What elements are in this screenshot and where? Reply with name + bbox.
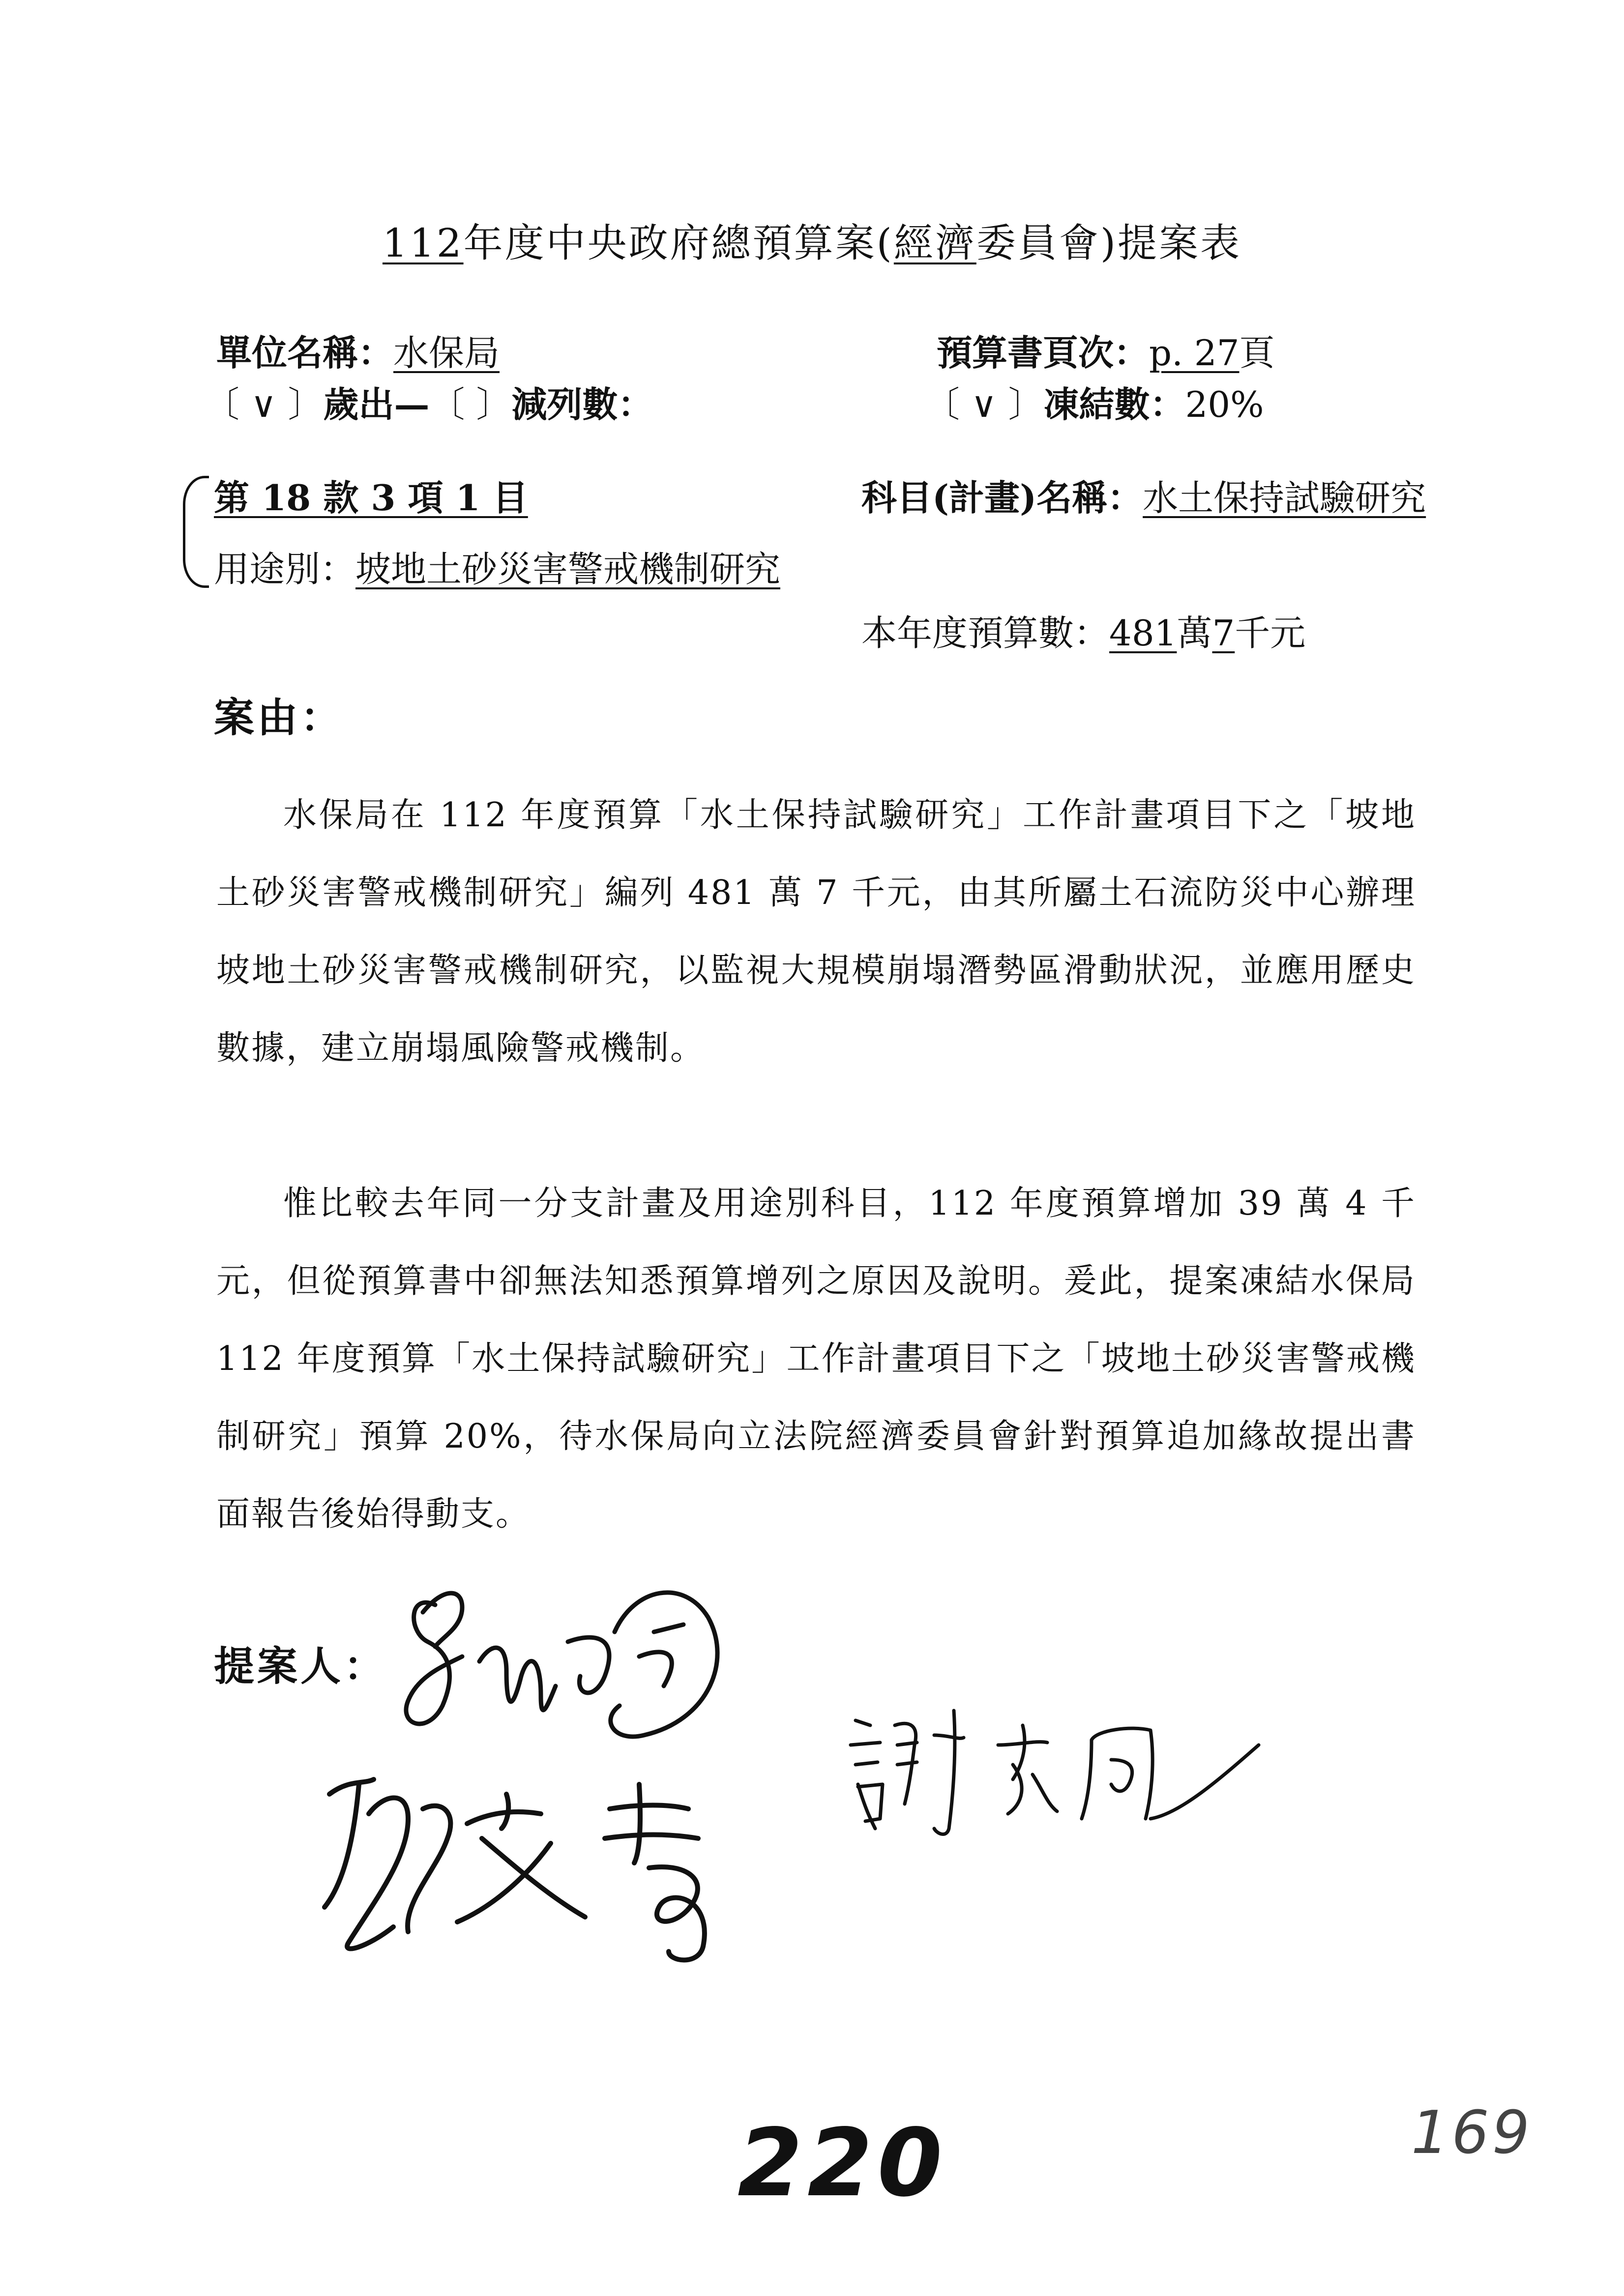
title-text-after: 委員會)提案表 <box>976 220 1242 266</box>
budget-page-value: p. 27 <box>1149 332 1240 374</box>
page-number-side: 169 <box>1411 2099 1533 2167</box>
annual-budget-field <box>861 605 1305 656</box>
title-text-before: 年度中央政府總預算案( <box>463 220 894 266</box>
unit-label: 單位名稱： <box>216 332 394 374</box>
freeze-label: 凍結數： <box>1043 383 1185 425</box>
item-bracket <box>183 476 209 588</box>
annual-budget-label: 本年度預算數： <box>861 612 1110 654</box>
freeze-checkbox: 〔 ∨ 〕 <box>924 384 1044 425</box>
proposer-signature-2 <box>295 1740 787 1976</box>
item-section <box>214 469 528 521</box>
annual-budget-qian-label: 千元 <box>1235 612 1306 654</box>
expenditure-label: 歲出— <box>323 383 430 425</box>
subject-label: 科目(計畫)名稱： <box>861 477 1143 519</box>
budget-page-field <box>937 324 1275 376</box>
reduction-label: 減列數： <box>511 383 653 425</box>
freeze-value: 20% <box>1185 384 1264 425</box>
unit-value: 水保局 <box>393 332 500 374</box>
title-year: 112 <box>382 220 464 266</box>
document-title <box>0 211 1624 268</box>
annual-budget-qian: 7 <box>1212 612 1235 654</box>
reason-heading: 案由： <box>214 694 344 741</box>
proposer-label: 提案人： <box>214 1643 387 1690</box>
expenditure-checkbox: 〔 ∨ 〕 <box>204 384 324 425</box>
purpose-label: 用途別： <box>214 549 356 590</box>
proposer-signature-3 <box>836 1691 1318 1848</box>
title-committee: 經濟 <box>893 220 976 266</box>
annual-budget-wan: 481 <box>1109 612 1177 654</box>
page-number-main: 220 <box>738 2109 947 2217</box>
budget-page-suffix: 頁 <box>1239 332 1275 374</box>
reduction-checkbox: 〔 〕 <box>429 384 512 425</box>
reason-paragraph-1: 水保局在 112 年度預算「水土保持試驗研究」工作計畫項目下之「坡地土砂災害警戒機制研究」編列 481 萬 7 千元，由其所屬土石流防災中心辦理坡地土砂災害警戒機制研究，以監視大規模崩塌潛勢區滑動狀況，並應用歷史數據，建立崩塌風險警戒機制。 <box>216 796 1416 1068</box>
item-section-value: 第 18 款 3 項 1 目 <box>214 477 528 519</box>
annual-budget-wan-label: 萬 <box>1177 612 1212 654</box>
unit-field <box>216 324 500 376</box>
expenditure-line <box>204 376 653 427</box>
purpose-value: 坡地土砂災害警戒機制研究 <box>355 549 781 590</box>
subject-field <box>861 469 1426 521</box>
budget-page-label: 預算書頁次： <box>937 332 1150 374</box>
purpose-field <box>214 541 780 592</box>
reason-paragraph-2: 惟比較去年同一分支計畫及用途別科目，112 年度預算增加 39 萬 4 千元，但從預算書中卻無法知悉預算增列之原因及說明。爰此，提案凍結水保局 112 年度預算「水土保持試驗研究」工作計畫項目下之「坡地土砂災害警戒機制研究」預算 20%，待水保局向立法院經濟委員會針對預算追加緣故提出書面報告後始得動支。 <box>216 1184 1416 1534</box>
subject-value: 水土保持試驗研究 <box>1143 477 1426 519</box>
freeze-line <box>924 376 1264 427</box>
